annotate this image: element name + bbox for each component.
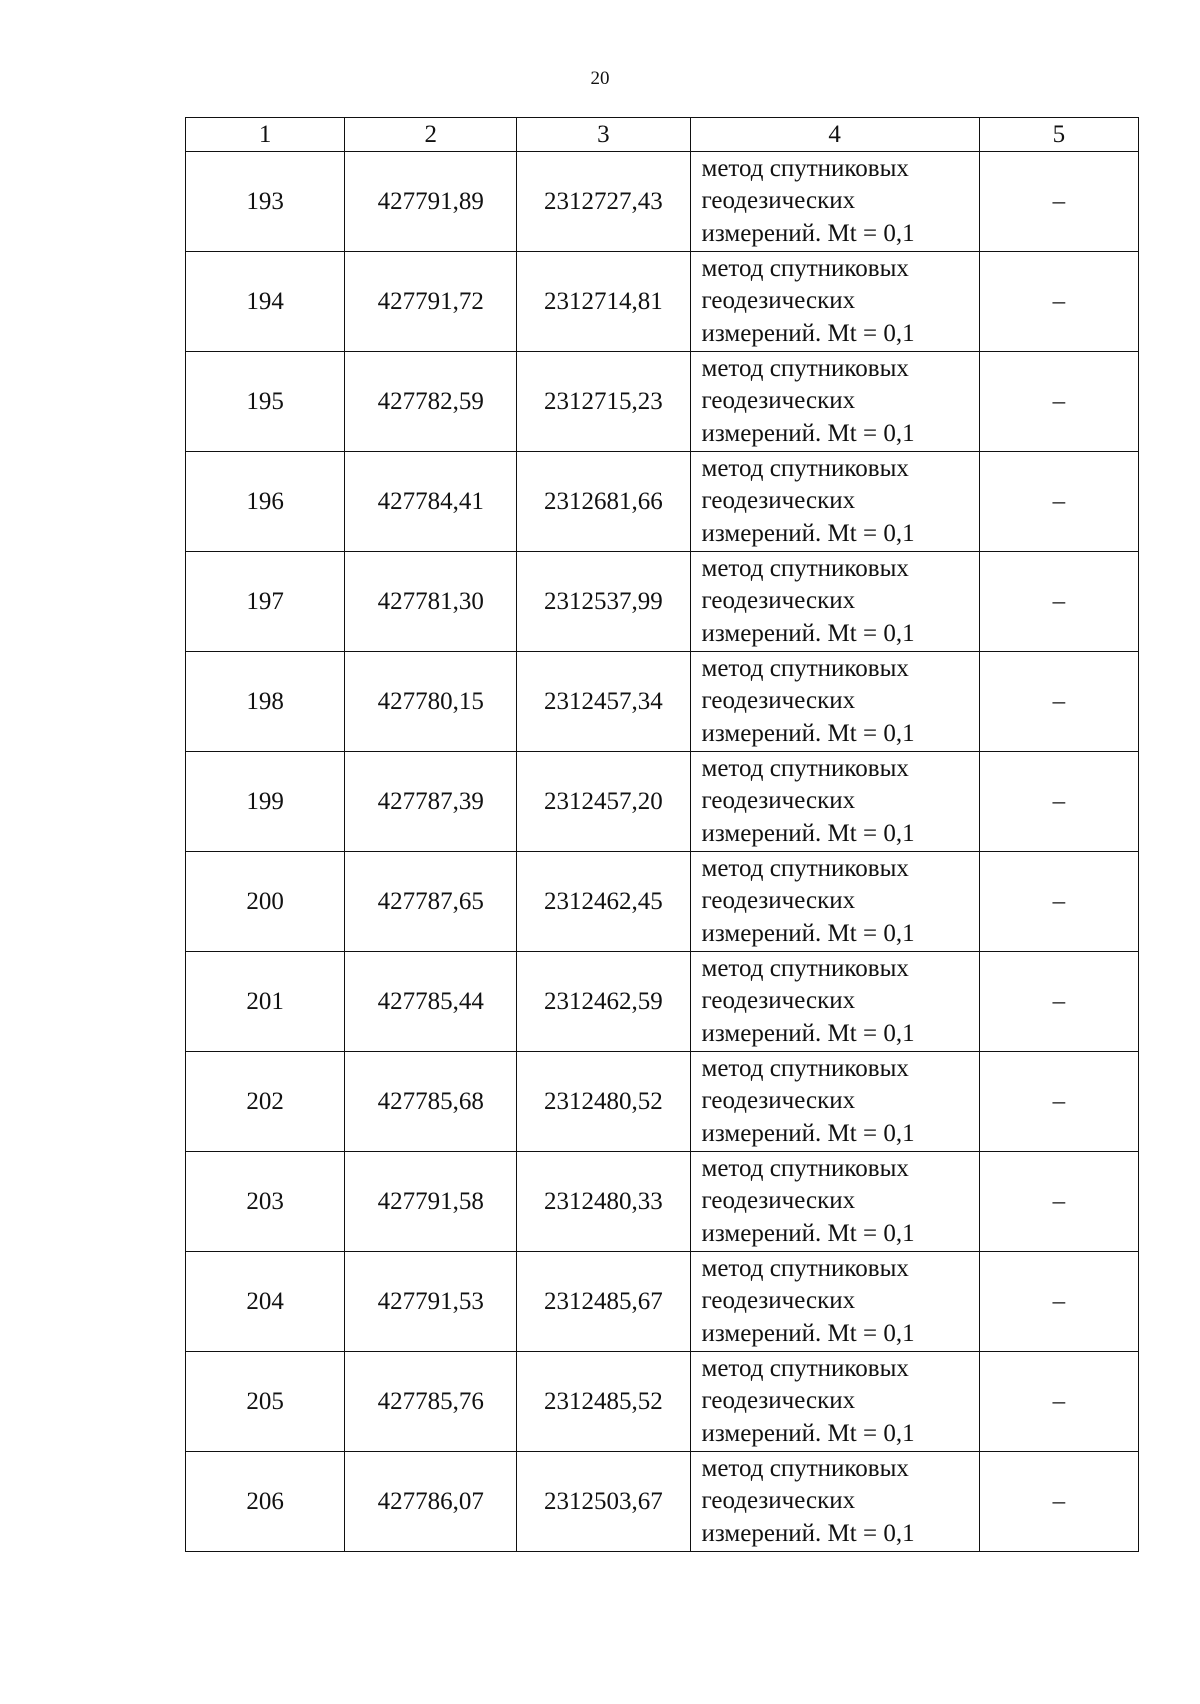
coordinate-y: 2312462,59 [517, 952, 690, 1052]
table-row [186, 752, 1139, 852]
note-dash: – [979, 1252, 1138, 1352]
point-number: 198 [186, 652, 345, 752]
method-description: метод спутниковых геодезических измерений. Mt = 0,1 [690, 1052, 979, 1152]
column-header-4: 4 [690, 118, 979, 152]
note-dash: – [979, 952, 1138, 1052]
method-description: метод спутниковых геодезических измерений. Mt = 0,1 [690, 1152, 979, 1252]
coordinate-x: 427781,30 [345, 552, 517, 652]
note-dash: – [979, 452, 1138, 552]
note-dash: – [979, 852, 1138, 952]
method-description: метод спутниковых геодезических измерений. Mt = 0,1 [690, 152, 979, 252]
coordinate-x: 427786,07 [345, 1452, 517, 1552]
method-description: метод спутниковых геодезических измерений. Mt = 0,1 [690, 752, 979, 852]
table-row [186, 1252, 1139, 1352]
column-header-1: 1 [186, 118, 345, 152]
coordinate-x: 427791,53 [345, 1252, 517, 1352]
coordinate-x: 427785,68 [345, 1052, 517, 1152]
note-dash: – [979, 1052, 1138, 1152]
coordinate-y: 2312537,99 [517, 552, 690, 652]
table-row [186, 1352, 1139, 1452]
note-dash: – [979, 652, 1138, 752]
point-number: 194 [186, 252, 345, 352]
note-dash: – [979, 1352, 1138, 1452]
point-number: 204 [186, 1252, 345, 1352]
table-row [186, 952, 1139, 1052]
column-header-5: 5 [979, 118, 1138, 152]
method-description: метод спутниковых геодезических измерений. Mt = 0,1 [690, 552, 979, 652]
point-number: 203 [186, 1152, 345, 1252]
table-header-row [186, 118, 1139, 152]
table-row [186, 1052, 1139, 1152]
method-description: метод спутниковых геодезических измерений. Mt = 0,1 [690, 1352, 979, 1452]
coordinate-x: 427787,65 [345, 852, 517, 952]
coordinate-y: 2312485,52 [517, 1352, 690, 1452]
note-dash: – [979, 752, 1138, 852]
coordinate-y: 2312485,67 [517, 1252, 690, 1352]
point-number: 197 [186, 552, 345, 652]
coordinates-table [185, 117, 1139, 1552]
method-description: метод спутниковых геодезических измерений. Mt = 0,1 [690, 852, 979, 952]
table-row [186, 852, 1139, 952]
coordinate-y: 2312727,43 [517, 152, 690, 252]
note-dash: – [979, 1152, 1138, 1252]
method-description: метод спутниковых геодезических измерений. Mt = 0,1 [690, 352, 979, 452]
coordinate-y: 2312480,33 [517, 1152, 690, 1252]
coordinate-x: 427780,15 [345, 652, 517, 752]
table-row [186, 552, 1139, 652]
note-dash: – [979, 552, 1138, 652]
point-number: 196 [186, 452, 345, 552]
table-row [186, 352, 1139, 452]
point-number: 205 [186, 1352, 345, 1452]
coordinate-y: 2312480,52 [517, 1052, 690, 1152]
table-row [186, 1152, 1139, 1252]
method-description: метод спутниковых геодезических измерений. Mt = 0,1 [690, 652, 979, 752]
method-description: метод спутниковых геодезических измерений. Mt = 0,1 [690, 1452, 979, 1552]
coordinate-y: 2312457,20 [517, 752, 690, 852]
coordinate-x: 427785,44 [345, 952, 517, 1052]
table-row [186, 252, 1139, 352]
point-number: 200 [186, 852, 345, 952]
point-number: 195 [186, 352, 345, 452]
note-dash: – [979, 1452, 1138, 1552]
coordinate-x: 427784,41 [345, 452, 517, 552]
page-number: 20 [590, 68, 610, 89]
method-description: метод спутниковых геодезических измерений. Mt = 0,1 [690, 252, 979, 352]
point-number: 193 [186, 152, 345, 252]
coordinate-x: 427791,72 [345, 252, 517, 352]
note-dash: – [979, 352, 1138, 452]
table-row [186, 152, 1139, 252]
point-number: 201 [186, 952, 345, 1052]
coordinate-y: 2312457,34 [517, 652, 690, 752]
table-row [186, 452, 1139, 552]
coordinate-x: 427791,89 [345, 152, 517, 252]
point-number: 206 [186, 1452, 345, 1552]
coordinate-y: 2312462,45 [517, 852, 690, 952]
column-header-3: 3 [517, 118, 690, 152]
method-description: метод спутниковых геодезических измерений. Mt = 0,1 [690, 452, 979, 552]
method-description: метод спутниковых геодезических измерений. Mt = 0,1 [690, 952, 979, 1052]
coordinate-x: 427782,59 [345, 352, 517, 452]
note-dash: – [979, 252, 1138, 352]
table-body [186, 152, 1139, 1552]
column-header-2: 2 [345, 118, 517, 152]
coordinate-y: 2312715,23 [517, 352, 690, 452]
coordinate-y: 2312503,67 [517, 1452, 690, 1552]
coordinate-x: 427787,39 [345, 752, 517, 852]
table-row [186, 1452, 1139, 1552]
method-description: метод спутниковых геодезических измерений. Mt = 0,1 [690, 1252, 979, 1352]
table-row [186, 652, 1139, 752]
coordinate-x: 427785,76 [345, 1352, 517, 1452]
coordinate-y: 2312714,81 [517, 252, 690, 352]
coordinate-y: 2312681,66 [517, 452, 690, 552]
coordinate-x: 427791,58 [345, 1152, 517, 1252]
note-dash: – [979, 152, 1138, 252]
point-number: 199 [186, 752, 345, 852]
point-number: 202 [186, 1052, 345, 1152]
